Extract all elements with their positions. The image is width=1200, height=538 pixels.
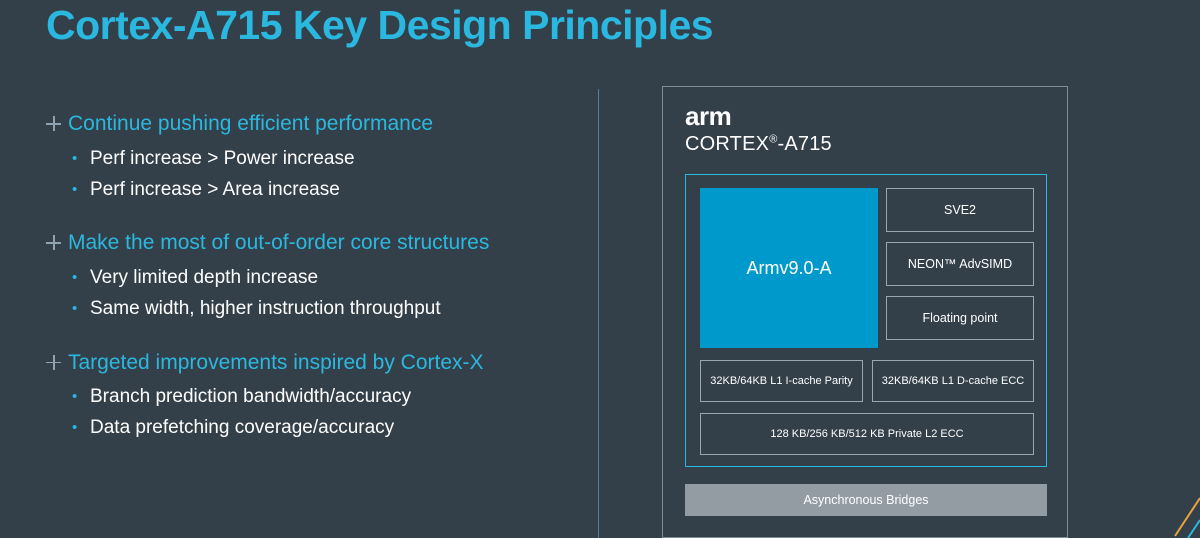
bullet-group [44,227,574,324]
list-item [72,144,574,174]
decorative-lines-svg [1070,478,1200,538]
list-item-label: Perf increase > Power increase [90,147,355,169]
page-title: Cortex-A715 Key Design Principles [46,2,714,48]
list-item-label: Same width, higher instruction throughput [90,298,441,320]
product-name [685,133,832,156]
asynchronous-bridges-block: Asynchronous Bridges [685,484,1047,516]
bullet-dot-icon: • [72,300,78,318]
bullet-group [44,108,574,205]
arm-logo: arm [685,101,732,131]
bullet-dot-icon: • [72,180,78,198]
vertical-divider [598,89,599,538]
bullet-list [44,108,574,445]
architecture-block: Armv9.0-A [700,188,878,348]
list-item-label: Branch prediction bandwidth/accuracy [90,386,412,408]
core-block [685,174,1047,467]
list-item-label: Very limited depth increase [90,266,319,288]
list-item [72,294,574,324]
feature-block-sve2: SVE2 [886,188,1034,232]
l1-dcache-block: 32KB/64KB L1 D-cache ECC [872,360,1034,402]
bullet-group [44,347,574,444]
l2-cache-block: 128 KB/256 KB/512 KB Private L2 ECC [700,413,1034,455]
plus-icon [44,352,68,376]
bullet-dot-icon: • [72,388,78,406]
bullet-dot-icon: • [72,268,78,286]
plus-icon [44,232,68,256]
product-name-suffix: -A715 [777,133,832,155]
feature-block-neon: NEON™ AdvSIMD [886,242,1034,286]
list-item [72,263,574,293]
bullet-dot-icon: • [72,419,78,437]
bullet-heading-label: Targeted improvements inspired by Cortex-X [68,350,484,374]
list-item [72,382,574,412]
decorative-corner-lines [1070,478,1200,538]
list-item [72,413,574,443]
list-item-label: Perf increase > Area increase [90,178,340,200]
bullet-heading [44,347,574,379]
bullet-heading [44,227,574,259]
registered-mark-icon: ® [769,133,778,146]
bullet-heading-label: Make the most of out-of-order core structures [68,231,490,255]
list-item-label: Data prefetching coverage/accuracy [90,417,395,439]
cortex-diagram-panel [662,86,1068,538]
l1-icache-block: 32KB/64KB L1 I-cache Parity [700,360,863,402]
list-item [72,175,574,205]
product-name-prefix: CORTEX [685,133,770,155]
feature-block-floating-point: Floating point [886,296,1034,340]
bullet-heading-label: Continue pushing efficient performance [68,112,434,135]
bullet-dot-icon: • [72,149,78,167]
plus-icon [44,113,68,137]
bullet-heading [44,108,574,140]
